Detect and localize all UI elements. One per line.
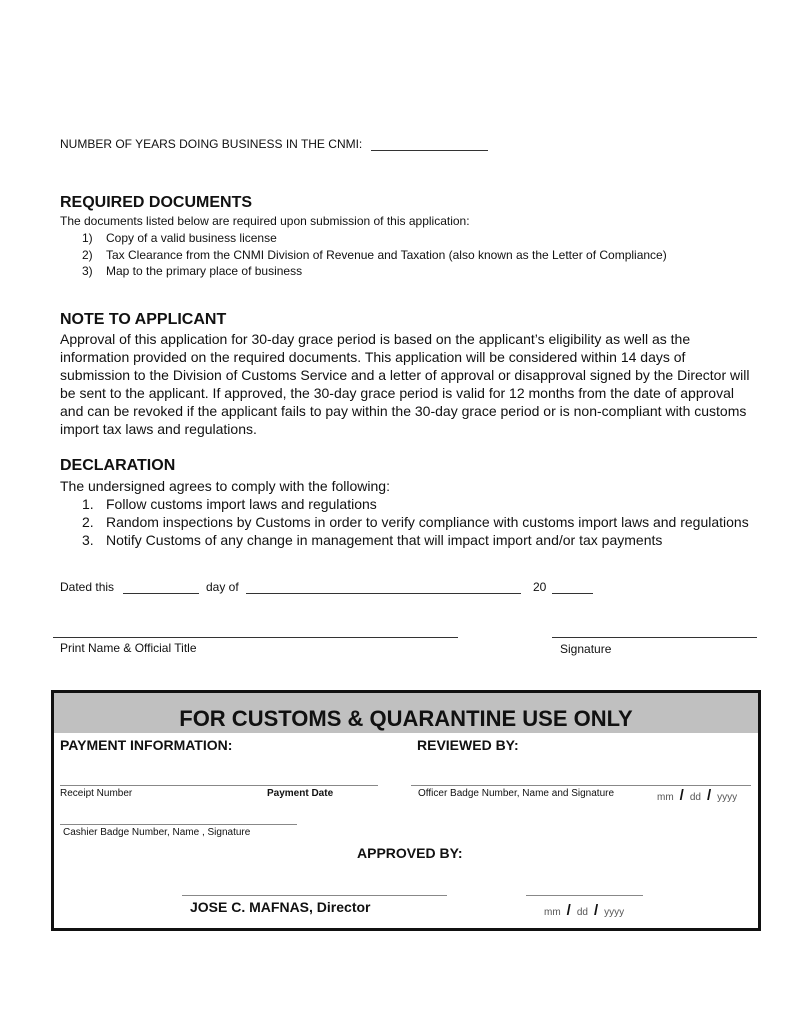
approval-date-field[interactable] <box>526 895 643 896</box>
list-item: 1) Copy of a valid business license <box>82 231 277 245</box>
signature-field[interactable] <box>552 637 757 638</box>
list-item: 3) Map to the primary place of business <box>82 264 303 278</box>
year-field[interactable] <box>552 593 593 594</box>
dated-this-label: Dated this <box>60 580 115 594</box>
list-item: 2) Tax Clearance from the CNMI Division of Revenue and Taxation (also known as the Letter of Compliance) <box>82 247 667 262</box>
list-item: 2. Random inspections by Customs in order to verify compliance with customs import laws and regulations <box>82 514 749 530</box>
required-documents-heading: REQUIRED DOCUMENTS <box>60 194 253 211</box>
years-in-business-field[interactable] <box>371 150 488 151</box>
years-in-business-label: NUMBER OF YEARS DOING BUSINESS IN THE CNMI: <box>60 137 363 151</box>
approval-date-format: mm / dd / yyyy <box>544 902 625 919</box>
list-item: 1. Follow customs import laws and regulations <box>82 496 377 512</box>
customs-banner: FOR CUSTOMS & QUARANTINE USE ONLY <box>54 693 758 733</box>
month-field[interactable] <box>246 593 521 594</box>
declaration-heading: DECLARATION <box>60 457 176 474</box>
director-signature-field[interactable] <box>182 895 447 896</box>
day-field[interactable] <box>123 593 199 594</box>
cashier-label: Cashier Badge Number, Name , Signature <box>63 827 251 838</box>
officer-field[interactable] <box>411 785 751 786</box>
list-item: 3. Notify Customs of any change in management that will impact import and/or tax payments <box>82 532 663 548</box>
payment-info-heading: PAYMENT INFORMATION: <box>60 737 233 753</box>
note-heading: NOTE TO APPLICANT <box>60 311 227 328</box>
payment-date-label: Payment Date <box>267 788 334 799</box>
review-date-format: mm / dd / yyyy <box>657 787 738 804</box>
receipt-number-label: Receipt Number <box>60 788 133 799</box>
year-prefix-label: 20 <box>533 580 547 594</box>
note-body: Approval of this application for 30-day grace period is based on the applicant’s eligibility as well as the information provided on the required documents. This application will be considered within 14 days of submission to the Division of Customs Service and a letter of approval or disapproval signed by the Director will be sent to the applicant. If approved, the 30-day grace period is valid for 12 months from the date of approval and can be revoked if the applicant fails to pay within the 30-day grace period or is non-compliant with customs import tax laws and regulations. <box>60 331 750 437</box>
officer-label: Officer Badge Number, Name and Signature <box>418 788 615 799</box>
director-name: JOSE C. MAFNAS, Director <box>190 899 371 915</box>
print-name-label: Print Name & Official Title <box>60 641 197 655</box>
required-documents-list <box>82 230 667 280</box>
cashier-field[interactable] <box>60 824 297 825</box>
day-of-label: day of <box>206 580 239 594</box>
approved-by-heading: APPROVED BY: <box>357 845 463 861</box>
declaration-intro: The undersigned agrees to comply with the following: <box>60 478 390 494</box>
declaration-list <box>82 495 749 549</box>
reviewed-by-heading: REVIEWED BY: <box>417 737 519 753</box>
receipt-payment-field[interactable] <box>60 785 378 786</box>
signature-label: Signature <box>560 642 612 656</box>
print-name-field[interactable] <box>53 637 458 638</box>
required-documents-intro: The documents listed below are required upon submission of this application: <box>60 214 470 228</box>
customs-use-box <box>51 690 761 931</box>
